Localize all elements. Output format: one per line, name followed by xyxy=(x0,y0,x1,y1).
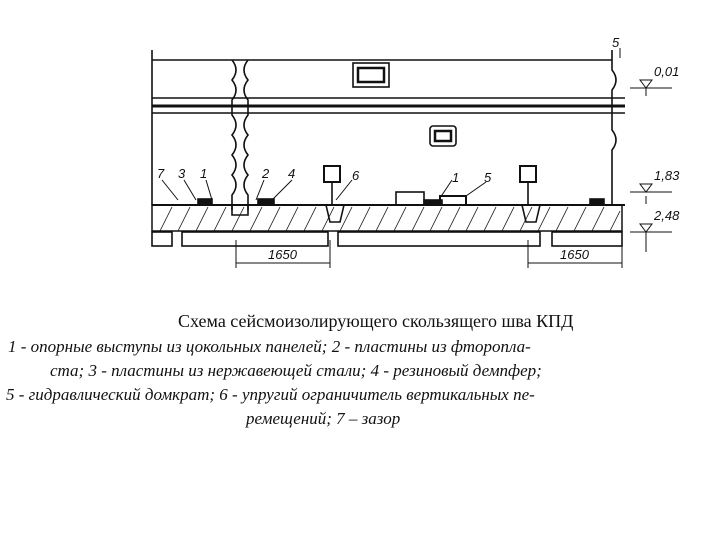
label-3: 3 xyxy=(178,166,186,181)
panel-right xyxy=(552,232,622,246)
level-top-value: 0,01 xyxy=(654,64,680,79)
caption-line-3: 5 - гидравлический домкрат; 6 - упругий ограничитель вертикальных пе- xyxy=(6,385,535,404)
label-1-right: 1 xyxy=(452,170,460,185)
panel-mid-left xyxy=(182,232,328,246)
level-mid-value: 1,83 xyxy=(654,168,680,183)
foundation-hatch xyxy=(160,207,620,231)
limiter-right xyxy=(520,166,536,182)
joint-notch-right xyxy=(522,205,540,222)
level-mid-marker xyxy=(630,184,672,204)
caption-title: Схема сейсмоизолирующего скользящего шва КПД xyxy=(178,311,574,331)
limiter-left xyxy=(324,166,340,182)
plate-stainless xyxy=(198,199,212,205)
panel-mid xyxy=(338,232,540,246)
jack-box xyxy=(396,192,424,205)
label-7: 7 xyxy=(157,166,165,181)
caption-line-1: 1 - опорные выступы из цокольных панелей; 2 - пластины из фторопла- xyxy=(8,337,531,356)
caption-line-4: ремещений; 7 – зазор xyxy=(246,409,401,428)
dimension-right: 1650 xyxy=(560,247,589,262)
right-wall xyxy=(612,50,616,205)
label-5-right: 5 xyxy=(484,170,492,185)
label-6: 6 xyxy=(352,168,360,183)
joint-notch-left xyxy=(232,205,248,215)
plate-fluoroplast xyxy=(258,199,274,205)
plate-rubber xyxy=(590,199,604,205)
jack-plate xyxy=(440,196,466,205)
level-low-value: 2,48 xyxy=(654,208,680,223)
panel-left xyxy=(152,232,172,246)
level-top-marker xyxy=(630,80,672,96)
label-1-left: 1 xyxy=(200,166,208,181)
label-5-top: 5 xyxy=(612,35,620,50)
joint-notch-mid xyxy=(326,205,344,222)
caption-line-2: ста; 3 - пластины из нержавеющей стали; 4 - резиновый демпфер; xyxy=(50,361,542,380)
dimension-left: 1650 xyxy=(268,247,297,262)
label-4: 4 xyxy=(288,166,296,181)
label-2: 2 xyxy=(262,166,270,181)
level-low-marker xyxy=(630,224,672,252)
left-joint-column xyxy=(232,60,236,210)
